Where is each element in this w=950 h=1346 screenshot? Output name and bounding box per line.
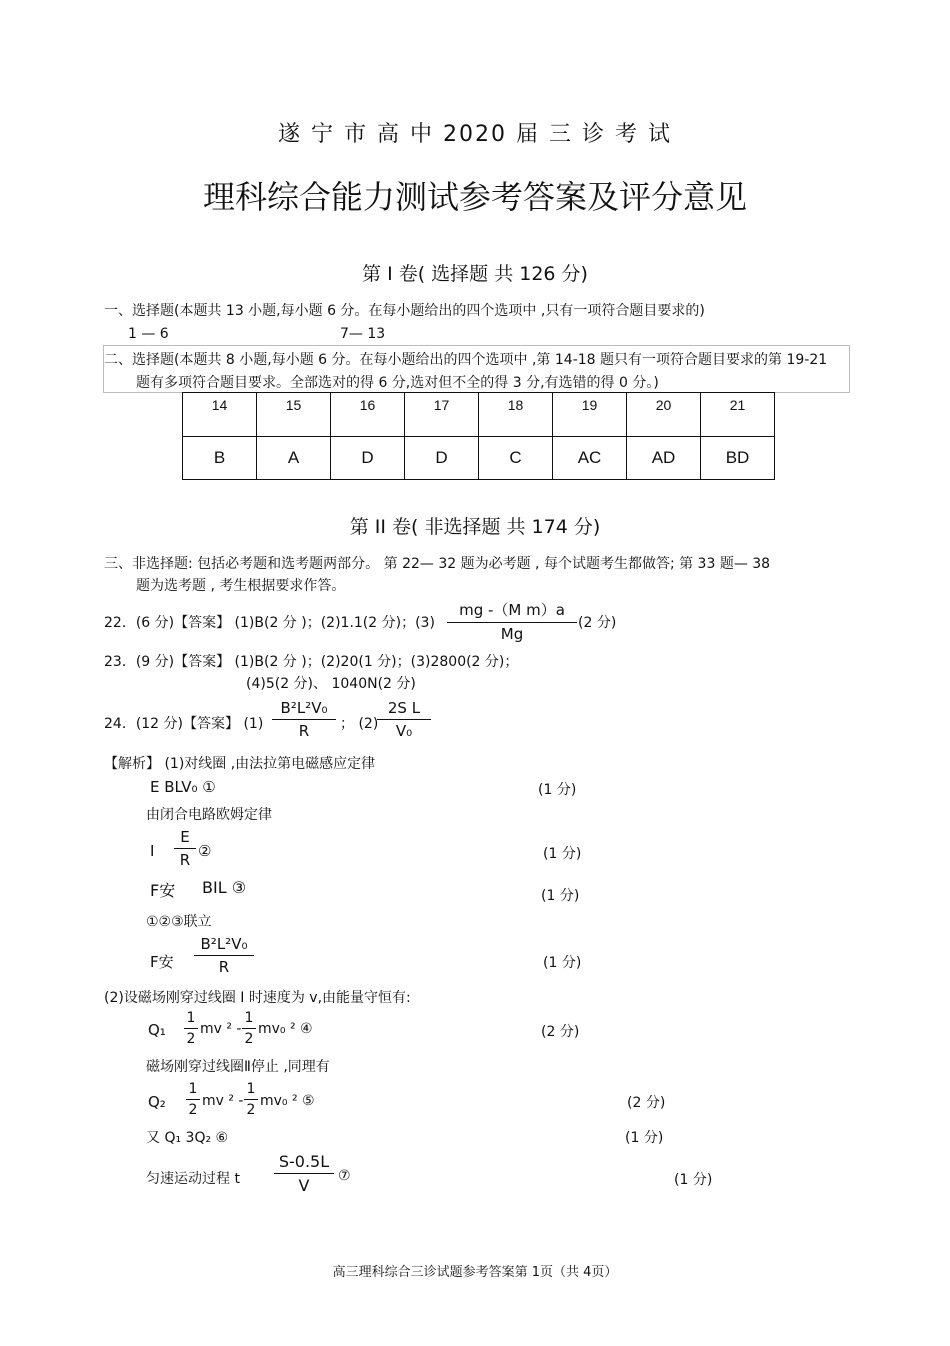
question-number: 21 [701, 393, 775, 437]
section1-text: 一、选择题(本题共 13 小题,每小题 6 分。在每小题给出的四个选项中 ,只有一项符合题目要求的) [104, 303, 705, 319]
equation-5-half-1 [184, 1010, 198, 1047]
half-numerator: 1 [186, 1081, 200, 1100]
q23-answer-line2: (4)5(2 分)、 1040N(2 分) [246, 676, 416, 692]
q23-answer-line1: 23．(9 分)【答案】 (1)B(2 分 )；(2)20(1 分)；(3)2800(2 分)； [104, 654, 519, 670]
q24-f2-numerator: 2S L [377, 699, 431, 720]
equation-8-score: (1 分) [674, 1172, 713, 1188]
range-1-6: 1 — 6 [128, 326, 169, 342]
answer-table [182, 392, 775, 480]
document-title: 理科综合能力测试参考答案及评分意见 [202, 178, 747, 216]
equation-2-left: I [150, 842, 155, 860]
equation-8-mark: ⑦ [338, 1168, 351, 1184]
range-7-13: 7— 13 [340, 326, 386, 342]
equation-2-score: (1 分) [543, 846, 582, 862]
q24-f1-numerator: B²L²V₀ [272, 699, 336, 720]
equation-7-score: (1 分) [625, 1130, 664, 1146]
q24-separator: ； (2) [340, 716, 379, 732]
answer-cell: D [331, 437, 405, 480]
analysis-label: 【解析】 (1)对线圈 ,由法拉第电磁感应定律 [104, 756, 376, 772]
section2-line1: 二、选择题(本题共 8 小题,每小题 6 分。在每小题给出的四个选项中 ,第 14-18 题只有一项符合题目要求的第 19-21 [104, 352, 828, 368]
q24-f2-denominator: V₀ [395, 722, 413, 740]
equation-8-prefix: 匀速运动过程 t [146, 1171, 240, 1187]
half-numerator: 1 [242, 1010, 256, 1029]
half-numerator: 1 [184, 1010, 198, 1029]
equation-5-left: Q₁ [148, 1021, 166, 1039]
equation-2-denominator: R [179, 851, 191, 869]
q22-answer: 22．(6 分)【答案】 (1)B(2 分 )；(2)1.1(2 分)；(3) [104, 615, 435, 631]
part2-analysis-line: (2)设磁场刚穿过线圈 I 时速度为 v,由能量守恒有: [104, 990, 411, 1006]
part1-heading: 第 I 卷( 选择题 共 126 分) [362, 263, 588, 285]
question-number: 15 [257, 393, 331, 437]
half-numerator: 1 [244, 1081, 258, 1100]
answer-cell: C [479, 437, 553, 480]
section3-line2: 题为选考题 , 考生根据要求作答。 [136, 578, 346, 594]
question-number: 16 [331, 393, 405, 437]
answer-table-numbers [183, 393, 775, 437]
question-number: 14 [183, 393, 257, 437]
q22-denominator: Mg [500, 625, 524, 643]
part2-heading: 第 II 卷( 非选择题 共 174 分) [349, 516, 601, 538]
equation-4-left: F安 [150, 953, 174, 971]
equation-3-score: (1 分) [541, 888, 580, 904]
equation-6-half-2 [244, 1081, 258, 1118]
q22-fraction [447, 599, 577, 643]
equation-8-denominator: V [298, 1176, 310, 1195]
equation-4-numerator: B²L²V₀ [194, 935, 254, 956]
half-denominator: 2 [246, 1102, 256, 1118]
question-number: 20 [627, 393, 701, 437]
q22-numerator: mg -（M m）a [447, 599, 577, 623]
exam-title: 遂 宁 市 高 中 2020 届 三 诊 考 试 [278, 122, 672, 147]
question-number: 19 [553, 393, 627, 437]
q24-fraction-1 [272, 699, 336, 740]
answer-cell: AC [553, 437, 627, 480]
equation-2-numerator: E [174, 828, 196, 849]
ohm-law-text: 由闭合电路欧姆定律 [146, 807, 272, 823]
answer-cell: D [405, 437, 479, 480]
answer-cell: A [257, 437, 331, 480]
equation-6-term-b: mv₀ ² ⑤ [260, 1093, 315, 1109]
answer-cell: BD [701, 437, 775, 480]
section3-line1: 三、非选择题: 包括必考题和选考题两部分。 第 22— 32 题为必考题 , 每个试题考生都做答; 第 33 题— 38 [104, 556, 771, 572]
equation-3: BIL ③ [202, 878, 247, 897]
equation-4-score: (1 分) [543, 955, 582, 971]
q24-answer: 24．(12 分)【答案】 (1) [104, 716, 264, 732]
equation-2-fraction [174, 828, 196, 869]
equation-4-fraction [194, 935, 254, 976]
equation-4-denominator: R [218, 958, 230, 976]
equation-6-left: Q₂ [148, 1093, 166, 1111]
half-denominator: 2 [186, 1031, 196, 1047]
equation-3-left: F安 [150, 881, 176, 900]
mid-line: 磁场刚穿过线圈Ⅱ停止 ,同理有 [146, 1059, 330, 1075]
equation-8-numerator: S-0.5L [274, 1152, 334, 1174]
answer-cell: B [183, 437, 257, 480]
q24-fraction-2 [377, 699, 431, 740]
equation-8-fraction [274, 1152, 334, 1195]
answer-cell: AD [627, 437, 701, 480]
equation-2-mark: ② [198, 842, 212, 860]
half-denominator: 2 [244, 1031, 254, 1047]
question-number: 18 [479, 393, 553, 437]
q24-f1-denominator: R [298, 722, 310, 740]
equation-6-score: (2 分) [627, 1095, 666, 1111]
page-footer: 高三理科综合三诊试题参考答案第 1页（共 4页） [332, 1265, 618, 1280]
equation-1-score: (1 分) [538, 782, 577, 798]
equation-5-half-2 [242, 1010, 256, 1047]
equation-7: 又 Q₁ 3Q₂ ⑥ [146, 1130, 229, 1146]
q22-score: (2 分) [578, 615, 617, 631]
equation-6-term-a: mv ² - [202, 1093, 244, 1109]
question-number: 17 [405, 393, 479, 437]
equation-1: E BLV₀ ① [150, 778, 216, 796]
combine-text: ①②③联立 [146, 914, 212, 930]
equation-6-half-1 [186, 1081, 200, 1118]
equation-5-term-a: mv ² - [200, 1021, 242, 1037]
half-denominator: 2 [188, 1102, 198, 1118]
section2-line2: 题有多项符合题目要求。全部选对的得 6 分,选对但不全的得 3 分,有选错的得 0 分。) [136, 375, 659, 391]
equation-5-term-b: mv₀ ² ④ [258, 1021, 313, 1037]
answer-table-answers [183, 437, 775, 480]
equation-5-score: (2 分) [541, 1024, 580, 1040]
